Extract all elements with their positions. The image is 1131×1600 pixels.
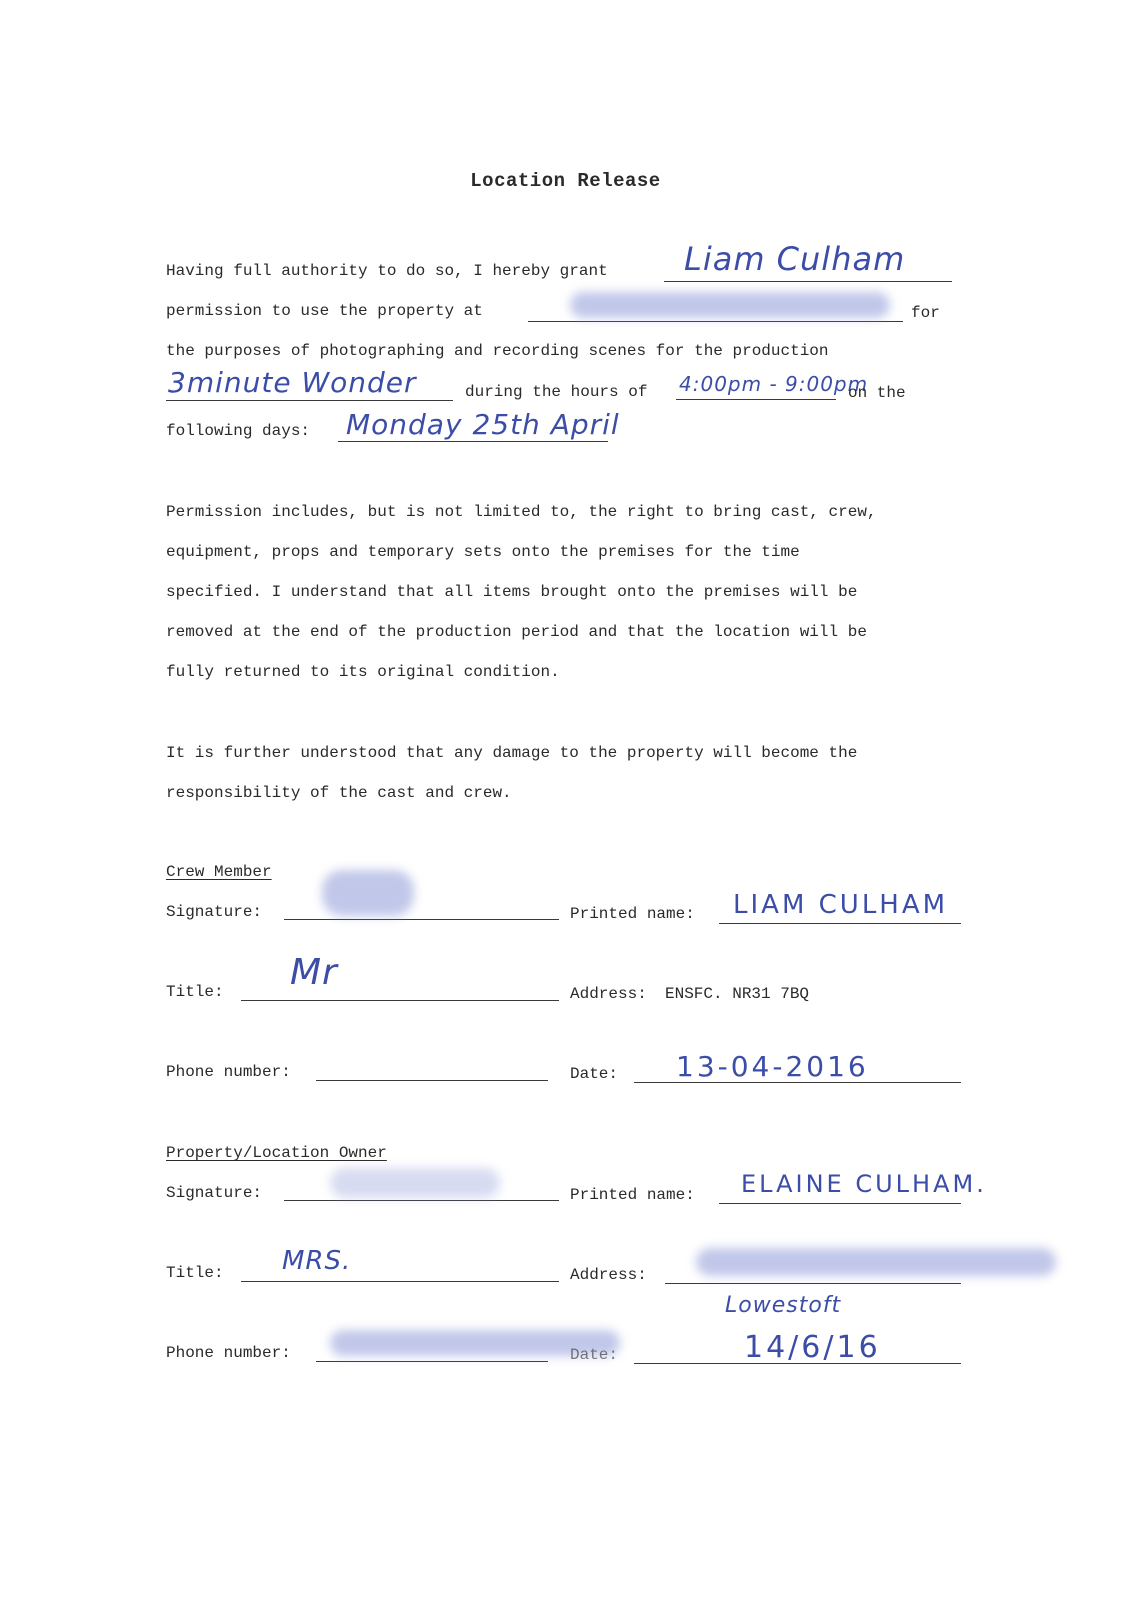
owner-title-label: Title: — [166, 1264, 224, 1282]
property-line — [528, 321, 903, 322]
crew-signature-redacted — [322, 870, 414, 916]
production-line — [166, 400, 453, 401]
grantee-line — [664, 281, 952, 282]
owner-phone-label: Phone number: — [166, 1344, 291, 1362]
owner-title-line — [241, 1281, 559, 1282]
crew-signature-label: Signature: — [166, 903, 263, 921]
owner-date-handwritten: 14/6/16 — [744, 1330, 881, 1365]
production-handwritten: 3minute Wonder — [168, 366, 417, 399]
crew-heading: Crew Member — [166, 863, 272, 881]
crew-address-label: Address: — [570, 985, 647, 1003]
document-title: Location Release — [470, 170, 661, 192]
para3-line: responsibility of the cast and crew. — [166, 784, 512, 802]
hours-line — [676, 399, 836, 400]
para2-line: Permission includes, but is not limited to, the right to bring cast, crew, — [166, 503, 877, 521]
owner-date-label: Date: — [570, 1346, 619, 1364]
owner-signature-redacted — [330, 1168, 500, 1198]
owner-signature-label: Signature: — [166, 1184, 263, 1202]
redacted-property-address — [570, 292, 890, 318]
days-handwritten: Monday 25th April — [346, 408, 620, 441]
owner-signature-line — [284, 1200, 559, 1201]
owner-printed-label: Printed name: — [570, 1186, 695, 1204]
crew-signature-line — [284, 919, 559, 920]
intro-for: for — [911, 304, 940, 322]
para2-line: fully returned to its original condition. — [166, 663, 560, 681]
owner-address-label: Address: — [570, 1266, 647, 1284]
owner-printed-line — [719, 1203, 961, 1204]
crew-address-value: ENSFC. NR31 7BQ — [665, 985, 810, 1003]
owner-address-line — [665, 1283, 961, 1284]
intro-line-1: Having full authority to do so, I hereby grant — [166, 262, 608, 280]
para3-line: It is further understood that any damage to the property will become the — [166, 744, 858, 762]
owner-address-redacted — [696, 1248, 1056, 1276]
days-line — [338, 441, 608, 442]
crew-date-handwritten: 13-04-2016 — [676, 1050, 869, 1083]
owner-heading: Property/Location Owner — [166, 1144, 387, 1162]
crew-title-line — [241, 1000, 559, 1001]
owner-phone-line — [316, 1361, 548, 1362]
crew-printed-line — [719, 923, 961, 924]
intro-line-3: the purposes of photographing and recording scenes for the production — [166, 342, 829, 360]
intro-on-the: on the — [848, 384, 906, 402]
owner-printed-handwritten: ELAINE CULHAM. — [741, 1170, 987, 1198]
crew-title-handwritten: Mr — [290, 952, 338, 993]
crew-printed-handwritten: LIAM CULHAM — [733, 890, 949, 920]
crew-phone-line — [316, 1080, 548, 1081]
grantee-handwritten: Liam Culham — [684, 240, 906, 278]
crew-printed-label: Printed name: — [570, 905, 695, 923]
intro-line-5: following days: — [166, 422, 311, 440]
crew-title-label: Title: — [166, 983, 224, 1001]
hours-handwritten: 4:00pm - 9:00pm — [679, 372, 869, 396]
para2-line: specified. I understand that all items brought onto the premises will be — [166, 583, 858, 601]
crew-phone-label: Phone number: — [166, 1063, 291, 1081]
intro-line-2: permission to use the property at — [166, 302, 483, 320]
intro-during-hours: during the hours of — [465, 383, 648, 401]
owner-address-handwritten: Lowestoft — [725, 1293, 842, 1318]
para2-line: removed at the end of the production period and that the location will be — [166, 623, 867, 641]
crew-date-label: Date: — [570, 1065, 619, 1083]
owner-title-handwritten: MRS. — [282, 1246, 352, 1276]
para2-line: equipment, props and temporary sets onto the premises for the time — [166, 543, 800, 561]
